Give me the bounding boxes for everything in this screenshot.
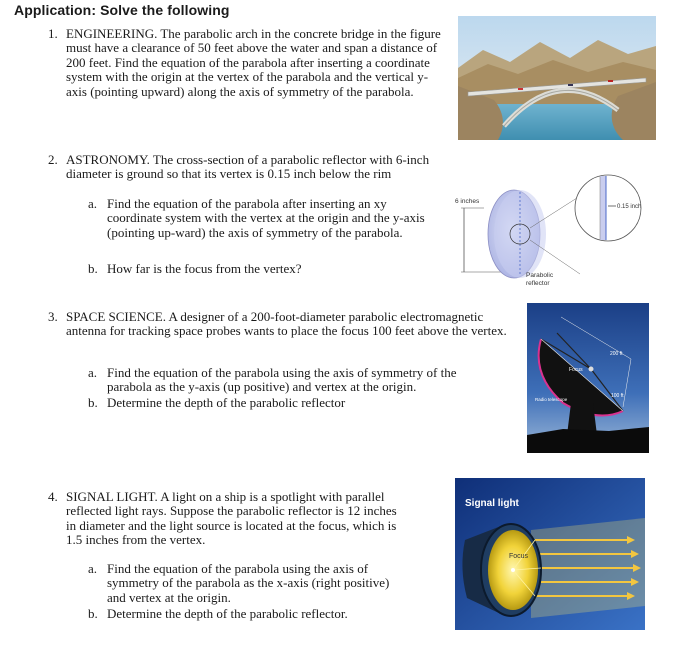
part-text: How far is the focus from the vertex? [107,261,302,276]
diameter-label: 200 ft [610,351,623,357]
focus-label: Focus [569,367,583,373]
caption-line-1: Parabolic [526,272,554,279]
distance-label: 100 ft [611,393,624,399]
problem-text: ASTRONOMY. The cross-section of a parabolic reflector with 6-inch diameter is ground so that its vertex is 0.15 inch below the rim [66,152,430,182]
problem-number: 2. [48,152,58,167]
figure-title: Signal light [465,498,519,509]
part-letter: b. [88,395,98,410]
part-letter: b. [88,606,98,621]
caption: Radio telescope [535,397,568,402]
part-text: Find the equation of the parabola using the axis of symmetry of the parabola as the x-axis (right positive) and vertex at the origin. [107,561,390,605]
problem-number: 4. [48,489,58,504]
problem-text: SPACE SCIENCE. A designer of a 200-foot-diameter parabolic electromagnetic antenna for tracking space probes wants to place the focus 100 feet above the vertex. [66,309,507,339]
problem-text: ENGINEERING. The parabolic arch in the concrete bridge in the figure must have a clearance of 50 feet above the water and span a distance of 200 feet. Find the equation of the parabola after inserting a coordinate system with the origin at the vertex of the parabola and the vertical y-axis (pointing upward) along the axis of symmetry of the parabola. [66,26,441,99]
part-text: Determine the depth of the parabolic reflector [107,395,346,410]
part-letter: a. [88,561,98,576]
caption-line-2: reflector [526,280,550,287]
signal-light-figure [455,478,645,630]
part-letter: a. [88,196,98,211]
part-text: Determine the depth of the parabolic reflector. [107,606,348,621]
depth-label: 0.15 inch [617,204,642,210]
diameter-label: 6 inches [455,198,480,205]
part-letter: b. [88,261,98,276]
page-heading: Application: Solve the following [14,2,230,18]
part-text: Find the equation of the parabola using the axis of symmetry of the parabola as the y-axis (up positive) and vertex at the origin. [107,365,457,395]
focus-label: Focus [509,553,529,560]
bridge-figure [458,16,656,140]
problem-number: 1. [48,26,58,41]
reflector-figure [448,168,658,292]
problem-text: SIGNAL LIGHT. A light on a ship is a spotlight with parallel reflected light rays. Suppose the parabolic reflector is 12 inches in diameter and the light source is located at the focus, which is 1.5 inches from the vertex. [66,489,397,548]
problem-number: 3. [48,309,58,324]
part-text: Find the equation of the parabola after inserting an xy coordinate system with the vertex at the origin and the y-axis (pointing up-ward) the axis of symmetry of the parabola. [107,196,425,240]
part-letter: a. [88,365,98,380]
radio-telescope-figure [527,303,649,453]
